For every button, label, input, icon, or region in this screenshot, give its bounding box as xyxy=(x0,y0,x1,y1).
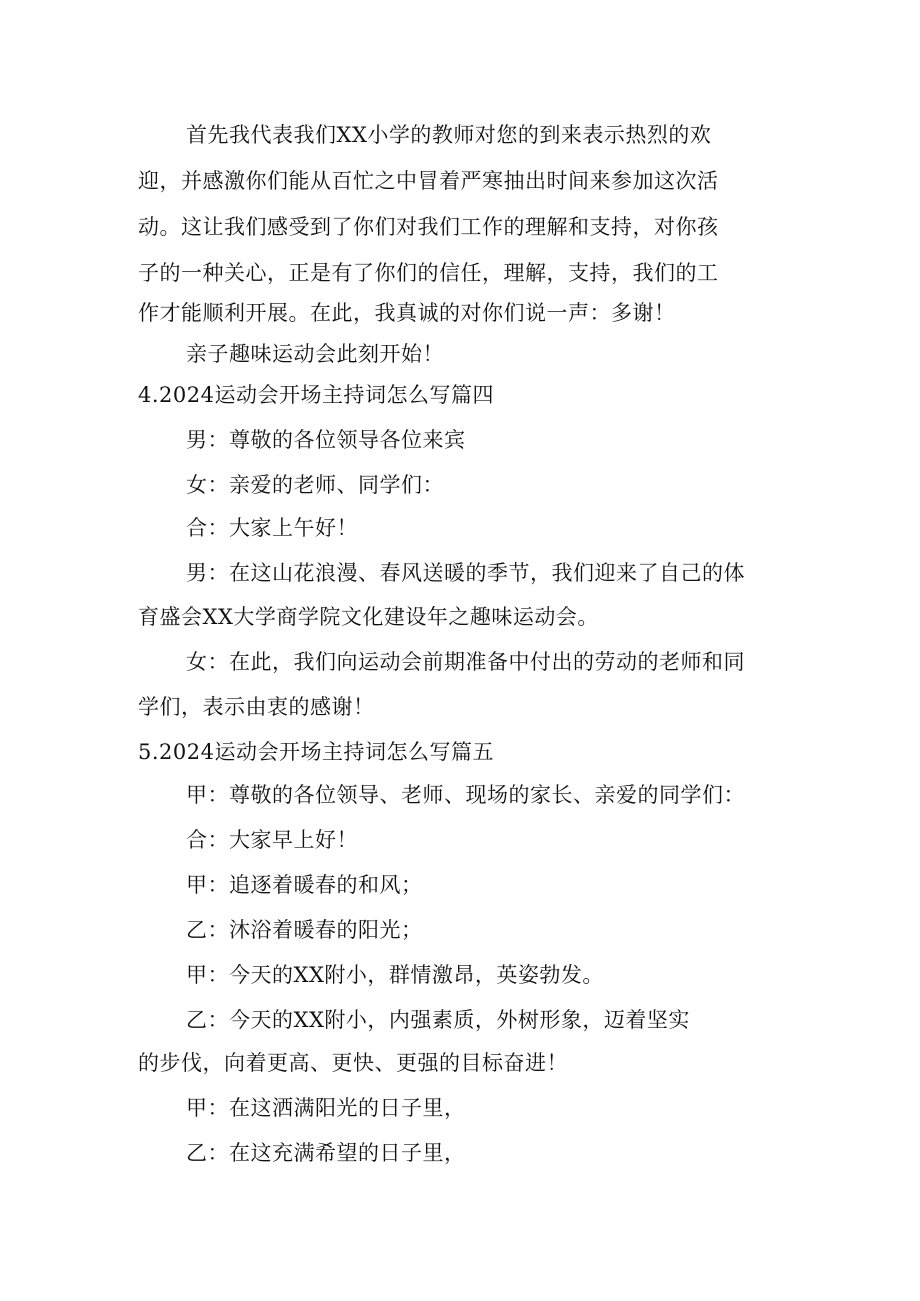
section-heading: 5.2024运动会开场主持词怎么写篇五 xyxy=(138,740,494,764)
dialogue-line: 乙：沐浴着暖春的阳光； xyxy=(186,918,423,942)
dialogue-line: 育盛会XX大学商学院文化建设年之趣味运动会。 xyxy=(138,605,599,629)
dialogue-line: 甲：在这洒满阳光的日子里， xyxy=(186,1096,466,1120)
dialogue-line: 甲：今天的XX附小，群情激昂，英姿勃发。 xyxy=(186,963,604,987)
paragraph-line: 迎，并感激你们能从百忙之中冒着严寒抽出时间来参加这次活 xyxy=(138,169,719,193)
dialogue-line: 乙：今天的XX附小，内强素质，外树形象，迈着坚实 xyxy=(186,1008,690,1032)
paragraph-line: 亲子趣味运动会此刻开始！ xyxy=(186,342,444,366)
section-heading: 4.2024运动会开场主持词怎么写篇四 xyxy=(138,383,494,407)
paragraph-line: 子的一种关心，正是有了你们的信任，理解，支持，我们的工 xyxy=(138,261,719,285)
dialogue-line: 甲：尊敬的各位领导、老师、现场的家长、亲爱的同学们： xyxy=(186,783,745,807)
dialogue-line: 乙：在这充满希望的日子里， xyxy=(186,1141,466,1165)
dialogue-line: 的步伐，向着更高、更快、更强的目标奋进！ xyxy=(138,1051,568,1075)
dialogue-line: 甲：追逐着暖春的和风； xyxy=(186,873,423,897)
dialogue-line: 女：在此，我们向运动会前期准备中付出的劳动的老师和同 xyxy=(186,650,745,674)
dialogue-line: 男：尊敬的各位领导各位来宾 xyxy=(186,428,466,452)
dialogue-line: 女：亲爱的老师、同学们： xyxy=(186,473,444,497)
paragraph-line: 首先我代表我们XX小学的教师对您的到来表示热烈的欢 xyxy=(186,123,712,147)
dialogue-line: 合：大家早上好！ xyxy=(186,828,358,852)
paragraph-line: 作才能顺利开展。在此，我真诚的对你们说一声：多谢！ xyxy=(138,301,676,325)
dialogue-line: 合：大家上午好！ xyxy=(186,516,358,540)
dialogue-line: 男：在这山花浪漫、春风送暖的季节，我们迎来了自己的体 xyxy=(186,561,745,585)
paragraph-line: 动。这让我们感受到了你们对我们工作的理解和支持，对你孩 xyxy=(138,215,719,239)
dialogue-line: 学们，表示由衷的感谢！ xyxy=(138,695,375,719)
